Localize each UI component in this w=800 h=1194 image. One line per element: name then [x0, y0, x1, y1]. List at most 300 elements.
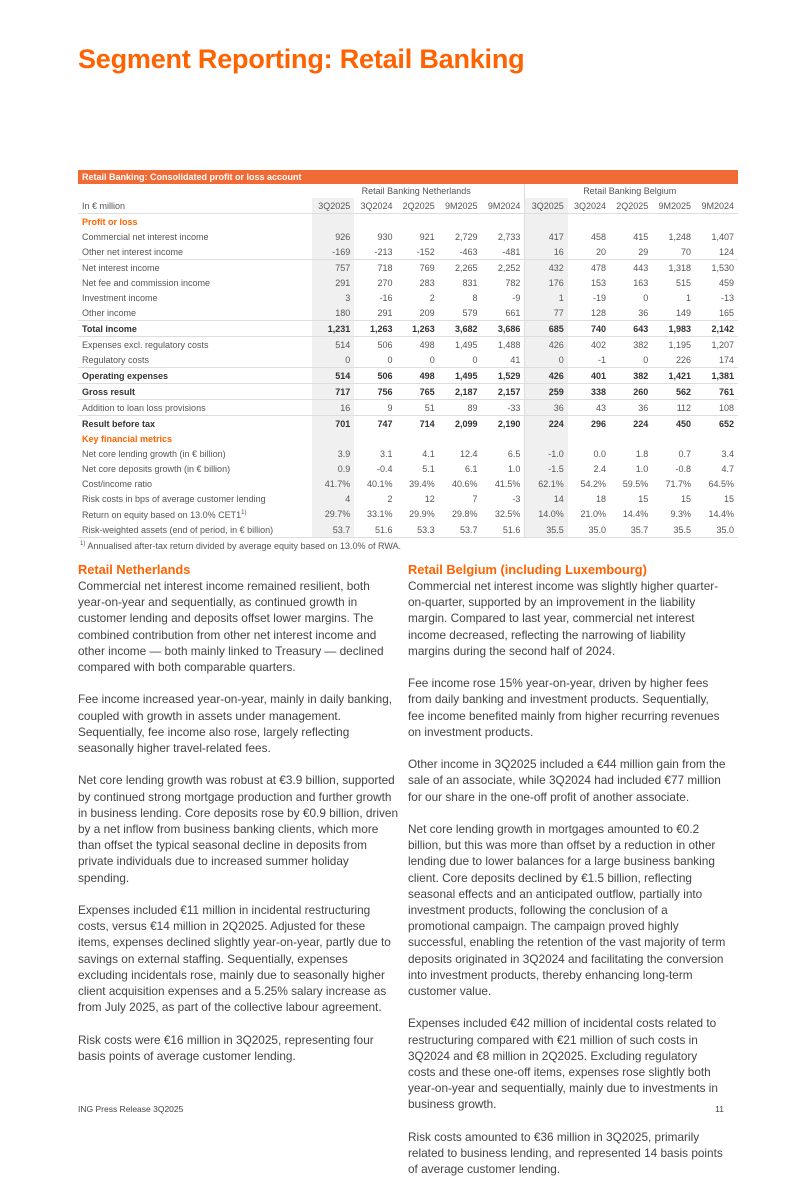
profit-loss-table	[78, 170, 738, 551]
value-cell: 747	[354, 416, 396, 432]
column-header: 9M2025	[439, 198, 482, 214]
row-label	[78, 446, 312, 461]
value-cell: 15	[681, 493, 692, 504]
paragraph: Fee income increased year-on-year, mainly in daily banking, coupled with growth in assets under management. Sequentially, fee income also rose, largely reflecting seasonally higher travel-related fees.	[78, 692, 393, 756]
value-cell: -152	[416, 246, 435, 257]
paragraph: Other income in 3Q2025 included a €44 million gain from the sale of an associate, while 3Q2024 had included €77 million for our share in the one-off profit of another associate.	[408, 757, 726, 804]
value-cell: 1,231	[312, 321, 354, 337]
value-cell: 718	[354, 260, 396, 276]
table-row	[78, 290, 738, 305]
value-cell: 0.9	[312, 461, 354, 476]
value-cell: 0.7	[678, 448, 692, 459]
section-heading: Retail Netherlands	[78, 562, 191, 577]
row-label-text: Net core deposits growth (in € billion)	[82, 463, 231, 474]
value-cell: 2,265	[439, 260, 482, 276]
row-label-text: Other income	[82, 307, 137, 318]
row-label-text: Addition to loan loss provisions	[82, 402, 206, 413]
value-cell: -3	[512, 493, 521, 504]
row-label-text: Net interest income	[82, 262, 160, 273]
paragraph: Net core lending growth in mortgages amounted to €0.2 billion, but this was more than offset by a reduction in other lending due to lower balances for a large business banking client. Core deposits declined by €1.5 billion, reflecting seasonal effects and an anticipated outflow, partially into investment products, following the conclusion of a promotional campaign. The campaign proved highly successful, enabling the retention of the vast majority of term deposits originated in 3Q2024 and facilitating the conversion into investment products, thereby enhancing long-term customer value.	[408, 822, 726, 999]
value-cell: 1	[686, 292, 692, 303]
value-cell: 930	[377, 231, 393, 242]
value-cell: 756	[354, 384, 396, 400]
row-label-text: Key financial metrics	[82, 433, 173, 444]
value-cell: 124	[718, 246, 734, 257]
table-row	[78, 337, 738, 353]
paragraph: Expenses included €42 million of incidental costs related to restructuring compared with €21 million of such costs in 3Q2024 and €8 million in 2Q2025. Excluding regulatory costs and these one-off items, expenses rose slightly both year-on-year and sequentially, mainly due to investments in business growth.	[408, 1016, 718, 1112]
value-cell: 14.4%	[622, 509, 649, 519]
value-cell: 259	[525, 384, 568, 400]
value-cell: 0	[387, 354, 393, 365]
value-cell: 0	[525, 352, 568, 368]
value-cell: 0	[312, 352, 354, 368]
column-header: 3Q2025	[525, 198, 568, 214]
value-cell: 2,157	[482, 384, 525, 400]
value-cell	[695, 431, 738, 446]
row-label	[78, 476, 312, 491]
value-cell: 41.5%	[494, 478, 521, 489]
value-cell: -1.5	[525, 461, 568, 476]
value-cell: 43	[568, 400, 610, 416]
column-header: 2Q2025	[396, 198, 438, 214]
table-row	[78, 476, 738, 491]
value-cell: 51	[396, 400, 438, 416]
value-cell	[439, 214, 482, 230]
value-cell: 149	[676, 307, 692, 318]
value-cell: -16	[379, 292, 393, 303]
value-cell: 498	[396, 368, 438, 384]
value-cell: 831	[462, 277, 478, 288]
table-row	[78, 305, 738, 321]
value-cell: 562	[652, 384, 695, 400]
value-cell: 12	[424, 493, 435, 504]
value-cell: 35.5	[652, 522, 695, 538]
table-row	[78, 214, 738, 230]
value-cell: 6.5	[507, 448, 521, 459]
value-cell: 270	[377, 277, 393, 288]
value-cell: 209	[419, 307, 435, 318]
value-cell: 579	[462, 307, 478, 318]
value-cell: 35.0	[568, 522, 610, 538]
value-cell: 1,529	[482, 368, 525, 384]
value-cell	[354, 431, 396, 446]
value-cell	[610, 431, 652, 446]
value-cell	[482, 431, 525, 446]
value-cell: 14.0%	[525, 506, 568, 522]
value-cell: 1.0	[507, 463, 521, 474]
value-cell: 59.5%	[622, 478, 649, 489]
value-cell: 426	[525, 368, 568, 384]
row-label-text: Risk costs in bps of average customer lending	[82, 493, 266, 504]
value-cell: -169	[312, 244, 354, 260]
value-cell: 108	[695, 400, 738, 416]
value-cell: 18	[595, 493, 606, 504]
value-cell: -213	[374, 246, 393, 257]
value-cell: 757	[312, 260, 354, 276]
value-cell: 15	[723, 493, 734, 504]
value-cell: 782	[505, 277, 521, 288]
value-cell: 3.4	[721, 448, 734, 459]
value-cell: 0	[643, 354, 649, 365]
value-cell	[525, 431, 568, 446]
value-cell: 51.6	[482, 522, 525, 538]
row-label-text: Profit or loss	[82, 216, 138, 227]
row-label-text: Total income	[82, 323, 137, 334]
value-cell: 661	[505, 307, 521, 318]
value-cell: 70	[681, 246, 692, 257]
value-cell: 291	[377, 307, 393, 318]
row-label-text: Other net interest income	[82, 246, 184, 257]
row-label	[78, 416, 312, 432]
unit-label: In € million	[78, 198, 312, 214]
value-cell: 2,190	[482, 416, 525, 432]
row-label-text: Net fee and commission income	[82, 277, 211, 288]
value-cell: 2.4	[593, 463, 606, 474]
value-cell: 0	[472, 354, 478, 365]
value-cell: -13	[720, 292, 734, 303]
value-cell: 260	[610, 384, 652, 400]
value-cell: 51.6	[354, 522, 396, 538]
value-cell: 1,207	[695, 337, 738, 353]
value-cell: 478	[568, 260, 610, 276]
row-label-text: Return on equity based on 13.0% CET1	[82, 510, 242, 520]
row-label-text: Net core lending growth (in € billion)	[82, 448, 226, 459]
value-cell: 458	[590, 231, 606, 242]
row-label-text: Commercial net interest income	[82, 231, 209, 242]
value-cell: 8	[472, 292, 478, 303]
value-cell: 1,495	[439, 337, 482, 353]
table-row	[78, 400, 738, 416]
table-row	[78, 522, 738, 538]
row-label-text: Risk-weighted assets (end of period, in € billion)	[82, 524, 274, 535]
value-cell: 64.5%	[708, 478, 734, 489]
table-row	[78, 461, 738, 476]
value-cell: -463	[459, 246, 478, 257]
value-cell: 3,682	[439, 321, 482, 337]
value-cell: 382	[610, 337, 652, 353]
value-cell: 224	[610, 416, 652, 432]
value-cell: 2,733	[497, 231, 521, 242]
value-cell: 36	[638, 307, 649, 318]
value-cell: 16	[525, 244, 568, 260]
value-cell: 1	[525, 290, 568, 305]
value-cell: 1,495	[439, 368, 482, 384]
value-cell: 128	[590, 307, 606, 318]
paragraph: Commercial net interest income remained resilient, both year-on-year and sequentially, as continued growth in customer lending and deposits offset lower margins. The combined contribution from other net interest income and other income — both mainly linked to Treasury — declined compared with both comparable quarters.	[78, 579, 384, 675]
table-row	[78, 446, 738, 461]
value-cell	[312, 214, 354, 230]
table-row	[78, 352, 738, 368]
column-header: 9M2024	[695, 198, 738, 214]
value-cell: 153	[590, 277, 606, 288]
value-cell: 35.7	[610, 522, 652, 538]
table-row	[78, 431, 738, 446]
value-cell: 701	[312, 416, 354, 432]
row-label-text: Cost/income ratio	[82, 478, 153, 489]
value-cell: 1,195	[652, 337, 695, 353]
column-header-row	[78, 198, 738, 214]
value-cell: 514	[312, 368, 354, 384]
row-label	[78, 400, 312, 416]
row-label	[78, 352, 312, 368]
value-cell	[695, 214, 738, 230]
value-cell: 16	[312, 400, 354, 416]
value-cell: 21.0%	[580, 509, 606, 519]
table-row	[78, 368, 738, 384]
row-label-text: Gross result	[82, 386, 136, 397]
value-cell: 41	[510, 354, 521, 365]
value-cell: 20	[595, 246, 606, 257]
value-cell: 769	[396, 260, 438, 276]
value-cell: 77	[525, 305, 568, 321]
value-cell: 14	[525, 491, 568, 506]
value-cell: 0	[643, 292, 649, 303]
row-label	[78, 244, 312, 260]
value-cell: 40.1%	[366, 478, 393, 489]
column-header: 3Q2024	[568, 198, 610, 214]
value-cell: 29.8%	[452, 509, 478, 519]
value-cell: -0.4	[376, 463, 393, 474]
value-cell: 926	[312, 229, 354, 244]
value-cell	[354, 214, 396, 230]
paragraph: Net core lending growth was robust at €3.9 billion, supported by continued strong mortgage production and further growth in business lending. Core deposits rose by €0.9 billion, driven by a net inflow from business banking clients, which more than offset the typical seasonal decline in deposits from private individuals due to increased summer holiday spending.	[78, 773, 399, 885]
value-cell: 53.7	[439, 522, 482, 538]
value-cell: 506	[354, 368, 396, 384]
value-cell: 1.8	[635, 448, 649, 459]
value-cell: 283	[419, 277, 435, 288]
value-cell: 382	[610, 368, 652, 384]
row-label-text: Regulatory costs	[82, 354, 150, 365]
value-cell: 165	[718, 307, 734, 318]
table-row	[78, 321, 738, 337]
value-cell	[396, 431, 438, 446]
group-belgium: Retail Banking Belgium	[525, 184, 738, 198]
value-cell: 1,263	[354, 321, 396, 337]
value-cell: -19	[592, 292, 606, 303]
row-label	[78, 305, 312, 321]
row-label	[78, 229, 312, 244]
value-cell: 29.9%	[409, 509, 435, 519]
value-cell: 459	[718, 277, 734, 288]
blank-cell	[78, 184, 312, 198]
value-cell: 338	[568, 384, 610, 400]
row-label	[78, 431, 312, 446]
footnote-ref: 1)	[241, 510, 247, 516]
value-cell: 1,983	[652, 321, 695, 337]
value-cell: 506	[354, 337, 396, 353]
row-label	[78, 506, 312, 522]
value-cell: 54.2%	[580, 478, 606, 489]
value-cell: 4	[312, 491, 354, 506]
value-cell: 40.6%	[452, 478, 478, 489]
value-cell: 514	[312, 337, 354, 353]
value-cell: 176	[525, 275, 568, 290]
value-cell: 224	[525, 416, 568, 432]
value-cell: 450	[652, 416, 695, 432]
value-cell: 112	[652, 400, 695, 416]
value-cell: 35.0	[695, 522, 738, 538]
table-row	[78, 491, 738, 506]
value-cell	[610, 214, 652, 230]
value-cell: 12.4	[460, 448, 478, 459]
value-cell: 2,252	[482, 260, 525, 276]
value-cell: 1.0	[635, 463, 649, 474]
row-label	[78, 491, 312, 506]
section-heading: Retail Belgium (including Luxembourg)	[408, 562, 647, 577]
value-cell: 9.3%	[670, 509, 692, 519]
value-cell: 1,488	[482, 337, 525, 353]
row-label	[78, 368, 312, 384]
value-cell: 2	[387, 493, 393, 504]
value-cell: 1,381	[695, 368, 738, 384]
value-cell: 36	[610, 400, 652, 416]
column-header: 9M2025	[652, 198, 695, 214]
value-cell: 402	[568, 337, 610, 353]
value-cell: 3.1	[379, 448, 393, 459]
value-cell: 714	[396, 416, 438, 432]
value-cell: 1,407	[711, 231, 734, 242]
paragraph: Expenses included €11 million in incidental restructuring costs, versus €14 million in 2Q2025. Adjusted for these items, expenses declined slightly year-on-year, partly due to savings on external staffing. Sequentially, expenses excluding incidentals rose, mainly due to seasonally higher client acquisition expenses and a 5.25% salary increase as from July 2025, as part of the collective labour agreement.	[78, 903, 391, 1015]
row-label	[78, 214, 312, 230]
value-cell	[482, 214, 525, 230]
value-cell: 163	[633, 277, 649, 288]
value-cell: 7	[472, 493, 478, 504]
row-label	[78, 290, 312, 305]
row-label-text: Operating expenses	[82, 370, 169, 381]
value-cell: -0.8	[675, 463, 692, 474]
value-cell: 443	[610, 260, 652, 276]
value-cell: 921	[419, 231, 435, 242]
table-caption: Retail Banking: Consolidated profit or loss account	[78, 170, 738, 184]
row-label-text: Investment income	[82, 292, 158, 303]
footnote-text: Annualised after-tax return divided by average equity based on 13.0% of RWA.	[87, 541, 402, 551]
value-cell: 15	[638, 493, 649, 504]
value-cell: -481	[502, 246, 521, 257]
row-label	[78, 461, 312, 476]
retail-netherlands-section	[78, 562, 398, 1080]
table-footnote	[78, 541, 738, 551]
page-number: 11	[715, 1104, 724, 1114]
value-cell: 1,530	[695, 260, 738, 276]
row-label	[78, 260, 312, 276]
row-label-text: Result before tax	[82, 418, 156, 429]
value-cell: 717	[312, 384, 354, 400]
table-grid	[78, 184, 738, 538]
value-cell: 2	[429, 292, 435, 303]
value-cell: 41.7%	[312, 476, 354, 491]
value-cell: 89	[439, 400, 482, 416]
value-cell: 32.5%	[494, 509, 521, 519]
value-cell: 29	[638, 246, 649, 257]
value-cell: 6.1	[465, 463, 478, 474]
value-cell: 9	[354, 400, 396, 416]
group-netherlands: Retail Banking Netherlands	[361, 186, 471, 196]
column-header: 2Q2025	[610, 198, 652, 214]
value-cell: 4.1	[422, 448, 435, 459]
paragraph: Risk costs were €16 million in 3Q2025, representing four basis points of average customer lending.	[78, 1032, 374, 1063]
value-cell: 0.0	[593, 448, 606, 459]
value-cell: 1,248	[668, 231, 692, 242]
value-cell	[652, 431, 695, 446]
value-cell: 291	[312, 275, 354, 290]
value-cell: 515	[676, 277, 692, 288]
value-cell: 740	[568, 321, 610, 337]
value-cell: 417	[525, 229, 568, 244]
table-row	[78, 384, 738, 400]
row-label	[78, 275, 312, 290]
value-cell: 426	[525, 337, 568, 353]
value-cell: -1.0	[525, 446, 568, 461]
value-cell: 765	[396, 384, 438, 400]
row-label	[78, 337, 312, 353]
value-cell: 296	[568, 416, 610, 432]
table-row	[78, 229, 738, 244]
row-label	[78, 321, 312, 337]
value-cell: 35.5	[525, 522, 568, 538]
value-cell: 2,142	[695, 321, 738, 337]
paragraph: Commercial net interest income was slightly higher quarter-on-quarter, supported by an improvement in the liability margin. Compared to last year, commercial net interest income decreased, reflecting the narrowing of liability margins during the second half of 2024.	[408, 579, 719, 658]
value-cell	[312, 431, 354, 446]
value-cell: 39.4%	[409, 478, 435, 489]
page-title: Segment Reporting: Retail Banking	[78, 44, 525, 74]
value-cell: 652	[695, 416, 738, 432]
column-header: 3Q2025	[312, 198, 354, 214]
value-cell: 226	[676, 354, 692, 365]
value-cell: 761	[695, 384, 738, 400]
value-cell: 0	[429, 354, 435, 365]
table-row	[78, 416, 738, 432]
value-cell	[568, 214, 610, 230]
value-cell: 5.1	[422, 463, 435, 474]
value-cell: 53.7	[312, 522, 354, 538]
value-cell: 1,263	[396, 321, 438, 337]
value-cell	[652, 214, 695, 230]
value-cell	[568, 431, 610, 446]
value-cell: 29.7%	[312, 506, 354, 522]
value-cell: 3.9	[312, 446, 354, 461]
column-header: 3Q2024	[354, 198, 396, 214]
value-cell	[439, 431, 482, 446]
value-cell: 2,099	[439, 416, 482, 432]
value-cell: 3,686	[482, 321, 525, 337]
column-header: 9M2024	[482, 198, 525, 214]
value-cell: 174	[718, 354, 734, 365]
value-cell: 33.1%	[366, 509, 393, 519]
value-cell: 685	[525, 321, 568, 337]
group-header-row	[78, 184, 738, 198]
value-cell: 36	[525, 400, 568, 416]
value-cell: 643	[610, 321, 652, 337]
footer-publication: ING Press Release 3Q2025	[78, 1104, 184, 1114]
row-label-text: Expenses excl. regulatory costs	[82, 339, 209, 350]
value-cell: 1,421	[652, 368, 695, 384]
paragraph: Risk costs amounted to €36 million in 3Q2025, primarily related to business lending, and represented 14 basis points of average customer lending.	[408, 1129, 723, 1177]
value-cell: 71.7%	[665, 478, 692, 489]
value-cell: -9	[512, 292, 521, 303]
value-cell: 432	[525, 260, 568, 276]
value-cell: 53.3	[396, 522, 438, 538]
paragraph: Fee income rose 15% year-on-year, driven by higher fees from daily banking and investment products. Sequentially, fee income benefited mainly from higher recurring revenues on investment products.	[408, 676, 720, 739]
value-cell: 180	[312, 305, 354, 321]
retail-belgium-section	[408, 562, 728, 1194]
value-cell	[525, 214, 568, 230]
value-cell: 1,318	[652, 260, 695, 276]
value-cell: 498	[396, 337, 438, 353]
value-cell: 4.7	[721, 463, 734, 474]
value-cell: 3	[312, 290, 354, 305]
row-label	[78, 522, 312, 538]
value-cell	[396, 214, 438, 230]
